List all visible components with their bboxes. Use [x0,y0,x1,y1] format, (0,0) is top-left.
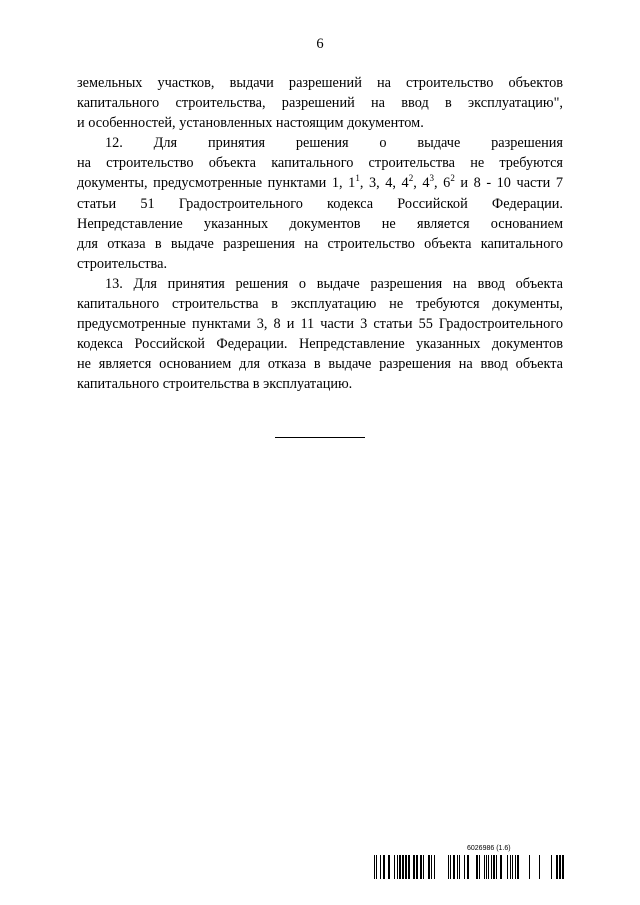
barcode-bar [431,855,432,879]
barcode-bar [479,855,480,879]
barcode-image [374,855,564,879]
text-segment: документы, предусмотренные пунктами 1, 1 [77,175,356,192]
barcode-bar [539,855,540,879]
text-segment: 12. Для принятия решения о выдаче разрешения [105,135,563,152]
barcode-bar [388,855,390,879]
text-line [77,93,563,113]
barcode-bar [551,855,552,879]
barcode-bar [496,855,497,879]
superscript: 2 [450,173,455,184]
text-segment: , 4 [413,175,430,192]
barcode-bar [507,855,508,879]
text-segment: , 6 [434,175,451,192]
text-segment: 13. Для принятия решения о выдаче разрешения на ввод объекта [105,275,563,292]
text-segment: капитального строительства в эксплуатацию. [77,376,353,393]
barcode-bar [374,855,375,879]
barcode-bar [380,855,381,879]
text-segment: и 8 - 10 части 7 [454,175,563,192]
text-line [77,133,563,153]
barcode-bar [512,855,513,879]
barcode-bar [486,855,487,879]
barcode-bar [515,855,516,879]
text-line [77,354,563,374]
end-separator-line [275,437,365,438]
barcode-bar [500,855,502,879]
barcode-bar [464,855,465,879]
text-line [77,294,563,314]
text-segment: капитального строительства, разрешений на ввод в эксплуатацию", [77,95,563,112]
barcode-bar [408,855,410,879]
barcode-bar [457,855,458,879]
text-segment: строительства. [77,255,168,272]
barcode-bar [559,855,561,879]
barcode-bar [476,855,478,879]
text-segment: и особенностей, установленных настоящим документом. [77,115,424,132]
text-segment: земельных участков, выдачи разрешений на строительство объектов [77,75,563,91]
barcode-bar [467,855,469,879]
superscript: 3 [429,173,435,184]
barcode-bar [416,855,418,879]
text-line [77,194,563,214]
barcode-bar [376,855,377,879]
document-body [77,73,563,395]
text-line [77,73,563,93]
text-segment: не является основанием для отказа в выдаче разрешения на ввод объекта [77,356,563,373]
barcode-bar [397,855,398,879]
barcode-bar [399,855,401,879]
barcode-caption: 6026986 (1.6) [467,845,511,852]
barcode-bar [394,855,395,879]
text-line [77,173,563,193]
barcode-bar [510,855,511,879]
text-segment: , 3, 4, 4 [359,175,409,192]
text-segment: кодекса Российской Федерации. Непредставление указанных документов [77,336,563,353]
text-segment: капитального строительства в эксплуатацию не требуются документы, [77,296,563,313]
barcode-bar [484,855,485,879]
text-line [77,234,563,254]
barcode-bar [413,855,415,879]
text-segment: на строительство объекта капитального строительства не требуются [77,155,563,172]
text-segment: Непредставление указанных документов не является основанием [77,215,563,232]
superscript: 1 [355,173,360,184]
text-segment: статьи 51 Градостроительного кодекса Российской Федерации. [77,195,563,212]
text-line [77,153,563,173]
barcode-bar [383,855,385,879]
barcode-bar [562,855,564,879]
barcode-bar [459,855,460,879]
barcode-bar [428,855,430,879]
barcode-bar [448,855,449,879]
text-segment: для отказа в выдаче разрешения на строительство объекта капитального [77,235,563,252]
barcode-bar [405,855,407,879]
barcode-bar [529,855,530,879]
barcode-bar [491,855,492,879]
barcode-bar [556,855,558,879]
barcode-bar [493,855,495,879]
text-line [77,374,563,394]
text-line [77,214,563,234]
text-line [77,314,563,334]
text-segment: предусмотренные пунктами 3, 8 и 11 части 3 статьи 55 Градостроительного [77,316,563,333]
barcode-bar [453,855,455,879]
text-line [77,254,563,274]
barcode-bar [517,855,519,879]
barcode-bar [488,855,489,879]
barcode-bar [434,855,435,879]
page-number: 6 [316,36,324,52]
text-line [77,113,563,133]
barcode-bar [423,855,424,879]
barcode-bar [402,855,404,879]
superscript: 2 [408,173,414,184]
text-line [77,334,563,354]
text-line [77,274,563,294]
barcode-bar [420,855,422,879]
barcode-bar [450,855,451,879]
